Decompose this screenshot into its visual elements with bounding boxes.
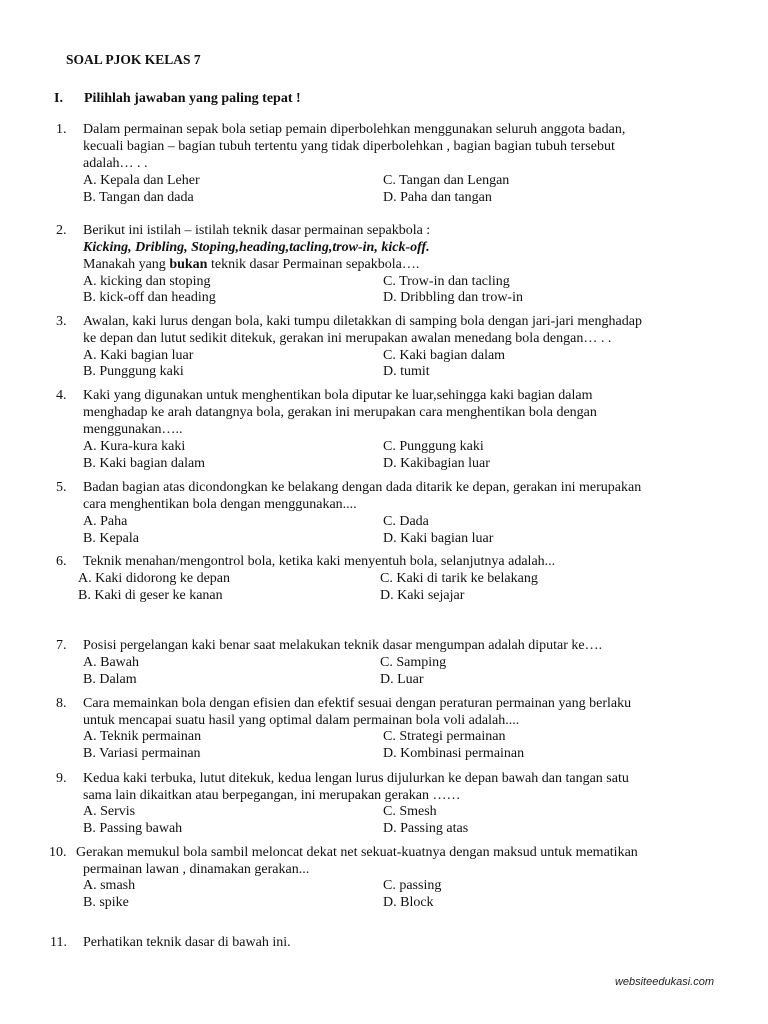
- question-text-line: Teknik menahan/mengontrol bola, ketika kaki menyentuh bola, selanjutnya adalah...: [83, 554, 556, 569]
- website-watermark: websiteedukasi.com: [614, 976, 714, 988]
- question-text-line: Dalam permainan sepak bola setiap pemain diperbolehkan menggunakan seluruh anggota badan,: [83, 122, 626, 137]
- question-text-line: adalah… . .: [83, 156, 148, 171]
- question-text-line: Kedua kaki terbuka, lutut ditekuk, kedua lengan lurus dijulurkan ke depan bawah dan tangan satu: [83, 771, 629, 786]
- option-a: A. Kepala dan Leher: [83, 173, 200, 188]
- option-c: C. Kaki di tarik ke belakang: [380, 571, 538, 586]
- option-a: A. Kura-kura kaki: [83, 439, 186, 454]
- option-b: B. kick-off dan heading: [83, 290, 216, 305]
- question-text-line: Awalan, kaki lurus dengan bola, kaki tumpu diletakkan di samping bola dengan jari-jari menghadap: [83, 314, 642, 329]
- option-b: B. Kaki di geser ke kanan: [78, 588, 223, 603]
- question-text-line: kecuali bagian – bagian tubuh tertentu yang tidak diperbolehkan , bagian bagian tubuh tersebut: [83, 139, 615, 154]
- question-text-suffix: teknik dasar Permainan sepakbola….: [207, 257, 420, 272]
- document-title: SOAL PJOK KELAS 7: [66, 52, 201, 67]
- option-b: B. Dalam: [83, 672, 137, 687]
- question-text-line: sama lain dikaitkan atau berpegangan, ini merupakan gerakan ……: [83, 788, 461, 803]
- option-a: A. Servis: [83, 804, 136, 819]
- option-c: C. passing: [383, 878, 442, 893]
- question-text-line: ke depan dan lutut sedikit ditekuk, gerakan ini merupakan awalan menedang bola dengan… . .: [83, 331, 612, 346]
- option-a: A. Bawah: [83, 655, 139, 670]
- option-b: B. Punggung kaki: [83, 364, 184, 379]
- option-d: D. Kaki bagian luar: [383, 531, 494, 546]
- question-text-line: Perhatikan teknik dasar di bawah ini.: [83, 935, 291, 950]
- option-b: B. Kepala: [83, 531, 139, 546]
- question-number: 6.: [56, 554, 67, 569]
- option-c: C. Punggung kaki: [383, 439, 484, 454]
- option-d: D. Kombinasi permainan: [383, 746, 525, 761]
- option-b: B. Kaki bagian dalam: [83, 456, 206, 471]
- option-c: C. Dada: [383, 514, 429, 529]
- option-d: D. Block: [383, 895, 434, 910]
- option-b: B. spike: [83, 895, 129, 910]
- question-text-line: [83, 256, 419, 273]
- option-a: A. smash: [83, 878, 136, 893]
- option-c: C. Strategi permainan: [383, 729, 506, 744]
- option-c: C. Tangan dan Lengan: [383, 173, 510, 188]
- question-number: 4.: [56, 388, 67, 403]
- question-text-line: cara menghentikan bola dengan menggunakan....: [83, 497, 357, 512]
- question-number: 10.: [49, 845, 67, 860]
- question-text-line: Cara memainkan bola dengan efisien dan efektif sesuai dengan peraturan permainan yang berlaku: [83, 696, 632, 711]
- option-d: D. Paha dan tangan: [383, 190, 492, 205]
- option-b: B. Passing bawah: [83, 821, 183, 836]
- question-number: 9.: [56, 771, 67, 786]
- option-a: A. Paha: [83, 514, 128, 529]
- question-text-line: Berikut ini istilah – istilah teknik dasar permainan sepakbola :: [83, 223, 431, 238]
- question-number: 8.: [56, 696, 67, 711]
- option-c: C. Smesh: [383, 804, 437, 819]
- section-instruction: Pilihlah jawaban yang paling tepat !: [84, 91, 301, 106]
- section-number: I.: [54, 91, 63, 106]
- question-number: 3.: [56, 314, 67, 329]
- question-text-line: menghadap ke arah datangnya bola, gerakan ini merupakan cara menghentikan bola dengan: [83, 405, 597, 420]
- question-text-prefix: Manakah yang: [83, 257, 170, 272]
- option-d: D. Passing atas: [383, 821, 469, 836]
- technique-terms: Kicking, Dribling, Stoping,heading,tacling,trow-in, kick-off.: [83, 240, 430, 255]
- option-a: A. Teknik permainan: [83, 729, 202, 744]
- question-text-line: Badan bagian atas dicondongkan ke belakang dengan dada ditarik ke depan, gerakan ini merupakan: [83, 480, 642, 495]
- option-a: A. Kaki bagian luar: [83, 348, 194, 363]
- option-d: D. Kaki sejajar: [380, 588, 465, 603]
- emphasis-word: bukan: [169, 257, 208, 272]
- option-d: D. tumit: [383, 364, 430, 379]
- option-c: C. Kaki bagian dalam: [383, 348, 506, 363]
- question-text-line: untuk mencapai suatu hasil yang optimal dalam permainan bola voli adalah....: [83, 713, 520, 728]
- question-text-line: permainan lawan , dinamakan gerakan...: [83, 862, 310, 877]
- option-a: A. Kaki didorong ke depan: [78, 571, 231, 586]
- option-d: D. Luar: [380, 672, 424, 687]
- question-number: 5.: [56, 480, 67, 495]
- option-c: C. Samping: [380, 655, 447, 670]
- option-c: C. Trow-in dan tacling: [383, 274, 510, 289]
- question-number: 1.: [56, 122, 67, 137]
- option-d: D. Kakibagian luar: [383, 456, 490, 471]
- option-b: B. Tangan dan dada: [83, 190, 194, 205]
- question-text-line: Gerakan memukul bola sambil meloncat dekat net sekuat-kuatnya dengan maksud untuk mematikan: [76, 845, 638, 860]
- question-number: 11.: [50, 935, 67, 950]
- option-d: D. Dribbling dan trow-in: [383, 290, 523, 305]
- question-number: 7.: [56, 638, 67, 653]
- question-text-line: menggunakan…..: [83, 422, 183, 437]
- question-text-line: Posisi pergelangan kaki benar saat melakukan teknik dasar mengumpan adalah diputar ke….: [83, 638, 603, 653]
- option-a: A. kicking dan stoping: [83, 274, 211, 289]
- question-number: 2.: [56, 223, 67, 238]
- option-b: B. Variasi permainan: [83, 746, 201, 761]
- question-text-line: Kaki yang digunakan untuk menghentikan bola diputar ke luar,sehingga kaki bagian dalam: [83, 388, 593, 403]
